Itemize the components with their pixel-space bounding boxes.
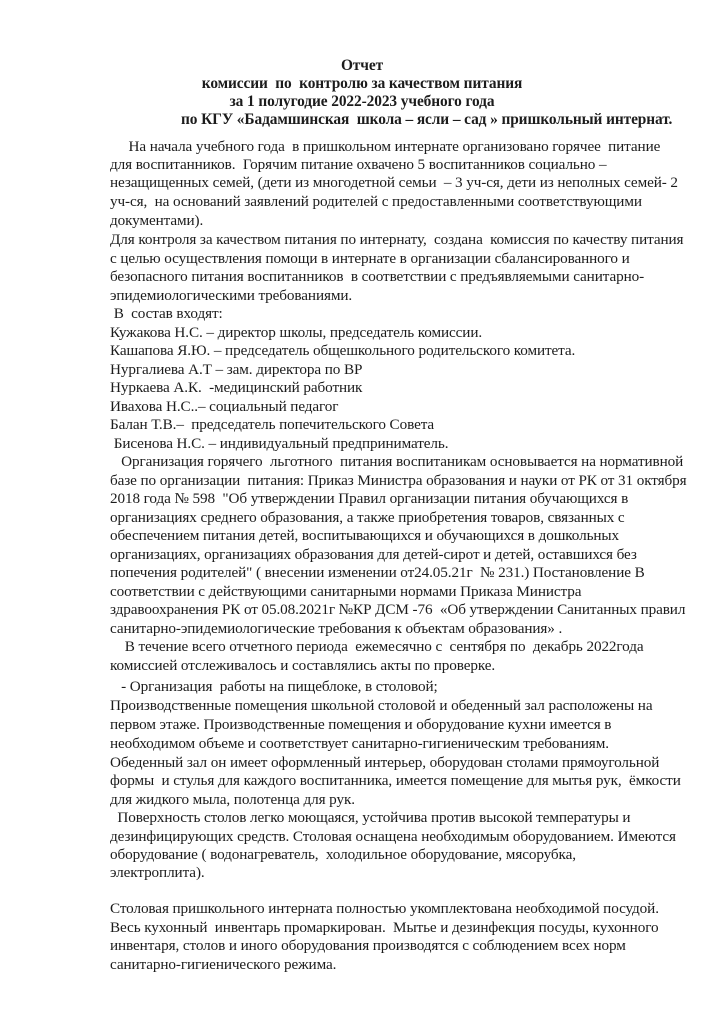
body-text-line: инвентаря, столов и иного оборудования производятся с соблюдением всех норм (110, 937, 626, 954)
body-text-line: В течение всего отчетного периода ежемесячно с сентября по декабрь 2022года (110, 638, 644, 655)
body-text-line: организациях среднего образования, а также приобретения товаров, связанных с (110, 509, 625, 526)
body-text-line: санитарно-эпидемиологические требования к объектам образования» . (110, 620, 563, 637)
body-text-line: Весь кухонный инвентарь промаркирован. Мытье и дезинфекция посуды, кухонного (110, 919, 659, 936)
body-text-line: - Организация работы на пищеблоке, в столовой; (110, 678, 438, 695)
body-text-line: уч-ся, на оснований заявлений родителей с предоставленными соответствующими (110, 193, 642, 210)
body-text-line: попечения родителей" ( внесении изменении от24.05.21г № 231.) Постановление В (110, 564, 645, 581)
body-text-line: для жидкого мыла, полотенца для рук. (110, 791, 355, 808)
body-text-line: Столовая пришкольного интерната полностью укомплектована необходимой посудой. (110, 900, 659, 917)
body-text-line: Балан Т.В.– председатель попечительского Совета (110, 416, 435, 433)
body-text-line: В состав входят: (110, 305, 223, 322)
body-text-line: комиссией отслеживалось и составлялись акты по проверке. (110, 657, 496, 674)
body-text-line: Кужакова Н.С. – директор школы, председатель комиссии. (110, 324, 483, 341)
body-text-line: документами). (110, 212, 204, 229)
body-text-line: электроплита). (110, 864, 205, 881)
body-text-line: Поверхность столов легко моющаяся, устойчива против высокой температуры и (110, 809, 631, 826)
body-text-line: 2018 года № 598 "Об утверждении Правил организации питания обучающихся в (110, 490, 629, 507)
body-text-line: санитарно-гигиенического режима. (110, 956, 337, 973)
document-title: Отчет (340, 57, 384, 74)
body-text-line: обеспечением питания детей, воспитывающихся и обучающихся в дошкольных (110, 527, 620, 544)
body-text-line: Обеденный зал он имеет оформленный интерьер, оборудован столами прямоугольной (110, 754, 660, 771)
body-text-line: Нургалиева А.Т – зам. директора по ВР (110, 361, 363, 378)
body-text-line: необходимом объеме и соответствует санитарно-гигиеническим требованиям. (110, 735, 609, 752)
body-text-line: незащищенных семей, (дети из многодетной семьи – 3 уч-ся, дети из неполных семей- 2 (110, 174, 678, 191)
body-text-line: соответствии с действующими санитарными нормами Приказа Министра (110, 583, 582, 600)
body-text-line: эпидемиологическими требованиями. (110, 287, 353, 304)
body-text-line: Для контроля за качеством питания по интернату, создана комиссия по качеству питания (110, 231, 684, 248)
body-text-line: Ивахова Н.С..– социальный педагог (110, 398, 339, 415)
body-text-line: оборудование ( водонагреватель, холодильное оборудование, мясорубка, (110, 846, 576, 863)
body-text-line: Нуркаева А.К. -медицинский работник (110, 379, 363, 396)
body-text-line: формы и стулья для каждого воспитанника, имеется помещение для мытья рук, ёмкости (110, 772, 681, 789)
title-period-line: за 1 полугодие 2022-2023 учебного года (229, 93, 495, 110)
body-text-line: дезинфицирующих средств. Столовая оснащена необходимым оборудованием. Имеются (110, 828, 676, 845)
body-text-line: организациях, организациях образования для детей-сирот и детей, оставшихся без (110, 546, 637, 563)
body-text-line: базе по организации питания: Приказ Министра образования и науки от РК от 31 октября (110, 472, 687, 489)
title-organization-line: по КГУ «Бадамшинская школа – ясли – сад » пришкольный интернат. (181, 111, 673, 128)
body-text-line: Организация горячего льготного питания воспитаникам основывается на нормативной (110, 453, 684, 470)
body-text-line: первом этаже. Производственные помещения и оборудование кухни имеется в (110, 716, 612, 733)
title-subtitle-line: комиссии по контролю за качеством питания (201, 75, 523, 92)
body-text-line: Производственные помещения школьной столовой и обеденный зал расположены на (110, 697, 653, 714)
body-text-line: безопасного питания воспитанников в соответствии с предъявляемыми санитарно- (110, 268, 645, 285)
body-text-line: здравоохранения РК от 05.08.2021г №КР ДСМ -76 «Об утверждении Санитанных правил (110, 601, 686, 618)
body-text-line: с целью осуществления помощи в интернате в организации сбалансированного и (110, 250, 630, 267)
body-text-line: Кашапова Я.Ю. – председатель общешкольного родительского комитета. (110, 342, 576, 359)
body-text-line: для воспитанников. Горячим питание охвачено 5 воспитанников социально – (110, 156, 607, 173)
body-text-line: Бисенова Н.С. – индивидуальный предприниматель. (110, 435, 449, 452)
body-text-line: На начала учебного года в пришкольном интернате организовано горячее питание (110, 138, 661, 155)
